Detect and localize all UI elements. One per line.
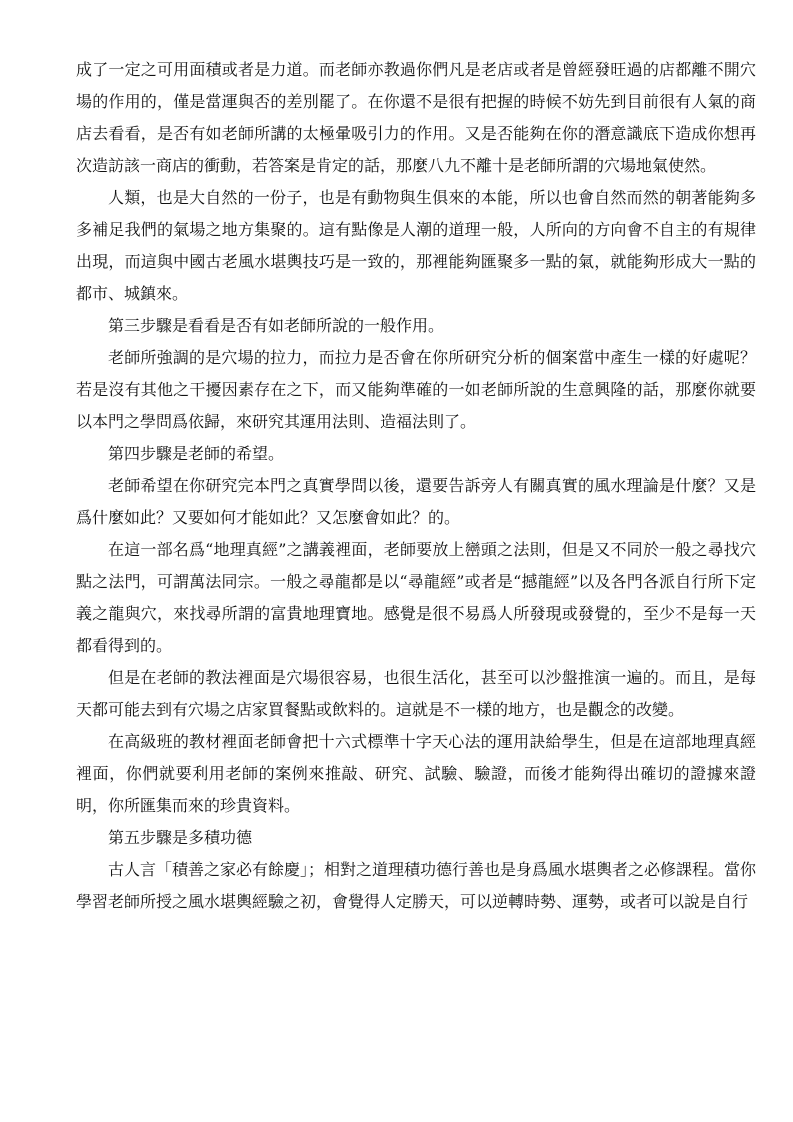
paragraph-step-three-body: 老師所強調的是穴場的拉力，而拉力是否會在你所研究分析的個案當中產生一樣的好處呢？若是沒有其他之干擾因素存在之下，而又能夠準確的一如老師所說的生意興隆的話，那麼你就要以本門之學問爲依歸，來研究其運用法則、造福法則了。 [76, 348, 756, 431]
paragraph-dili-zhenjing: 在這一部名爲“地理真經”之講義裡面，老師要放上巒頭之法則，但是又不同於一般之尋找穴點之法門，可謂萬法同宗。一般之尋龍都是以“尋龍經”或者是“撼龍經”以及各門各派自行所下定義之龍與穴，來找尋所謂的富貴地理寶地。感覺是很不易爲人所發現或發覺的，至少不是每一天都看得到的。 [76, 540, 756, 655]
paragraph-step-five-body: 古人言「積善之家必有餘慶」；相對之道理積功德行善也是身爲風水堪輿者之必修課程。當你學習老師所授之風水堪輿經驗之初，會覺得人定勝天，可以逆轉時勢、運勢，或者可以說是自行 [76, 860, 757, 911]
paragraph-step-five-heading: 第五步驟是多積功德 [108, 828, 253, 847]
paragraph-advanced-class: 在高級班的教材裡面老師會把十六式標準十字天心法的運用訣給學生，但是在這部地理真經裡面，你們就要利用老師的案例來推敲、研究、試驗、驗證，而後才能夠得出確切的證據來證明，你所匯集而來的珍貴資料。 [76, 732, 756, 815]
paragraph-step-four-body: 老師希望在你研究完本門之真實學問以後，還要告訴旁人有關真實的風水理論是什麼？又是爲什麼如此？又要如何才能如此？又怎麼會如此？的。 [76, 476, 756, 527]
paragraph-continuation: 成了一定之可用面積或者是力道。而老師亦教過你們凡是老店或者是曾經發旺過的店都離不開穴場的作用的，僅是當運與否的差別罷了。在你還不是很有把握的時候不妨先到目前很有人氣的商店去看看，是否有如老師所講的太極暈吸引力的作用。又是否能夠在你的潛意識底下造成你想再次造訪該一商店的衝動，若答案是肯定的話，那麼八九不離十是老師所謂的穴場地氣使然。 [76, 60, 756, 175]
paragraph-human-nature: 人類，也是大自然的一份子，也是有動物與生俱來的本能，所以也會自然而然的朝著能夠多多補足我們的氣場之地方集聚的。這有點像是人潮的道理一般，人所向的方向會不自主的有規律出現，而這與中國古老風水堪輿技巧是一致的，那裡能夠匯聚多一點的氣，就能夠形成大一點的都市、城鎮來。 [76, 188, 756, 303]
paragraph-teaching-method: 但是在老師的教法裡面是穴場很容易，也很生活化，甚至可以沙盤推演一遍的。而且，是每天都可能去到有穴場之店家買餐點或飲料的。這就是不一樣的地方，也是觀念的改變。 [76, 668, 756, 719]
paragraph-step-three-heading: 第三步驟是看看是否有如老師所說的一般作用。 [108, 316, 445, 335]
body-text [76, 54, 756, 918]
paragraph-step-four-heading: 第四步驟是老師的希望。 [108, 444, 285, 463]
